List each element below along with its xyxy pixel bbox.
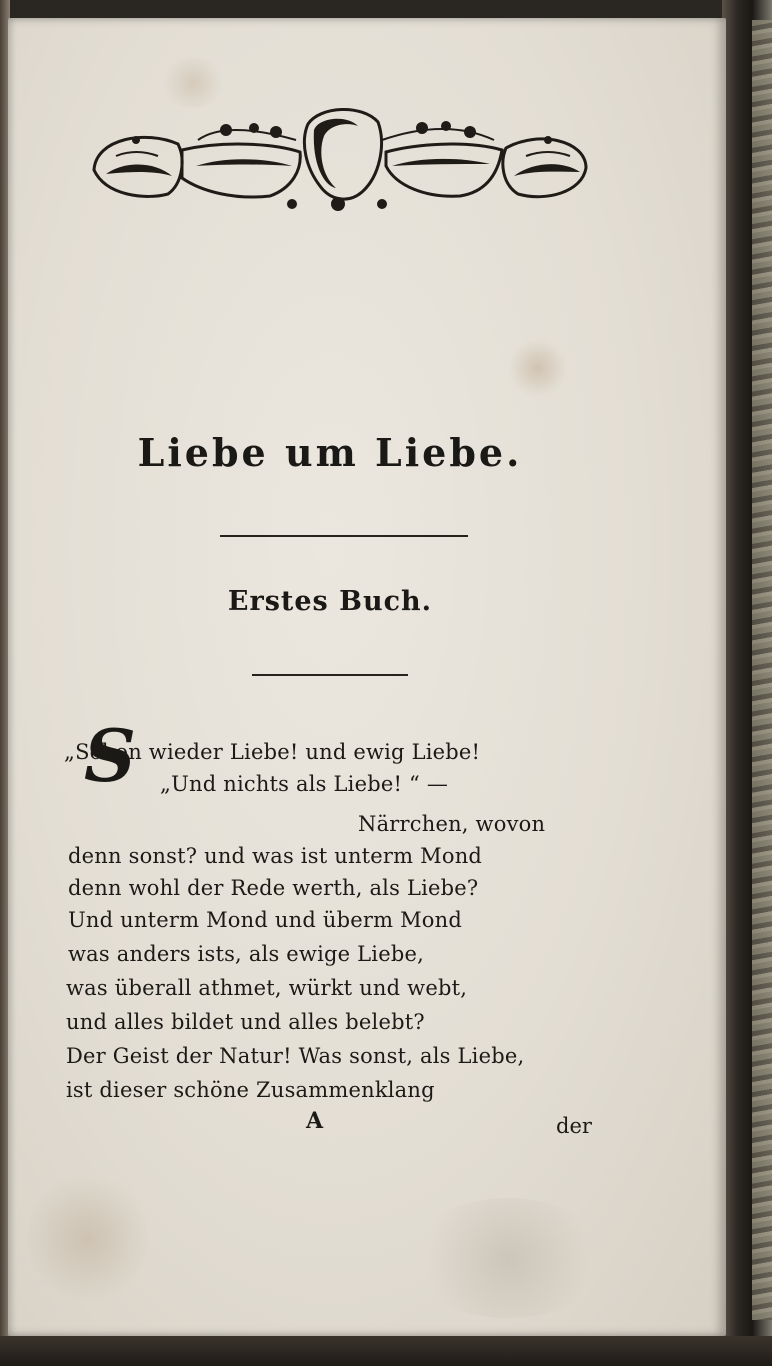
signature-mark: A (306, 1108, 324, 1134)
verse-line: „Schon wieder Liebe! und ewig Liebe! (64, 740, 481, 764)
foxing-stain (508, 338, 568, 398)
subtitle-rule (252, 674, 408, 676)
foxing-stain (408, 1198, 608, 1318)
verse-line: was überall athmet, würkt und webt, (66, 976, 468, 1000)
title-rule (220, 535, 468, 537)
verse-line: Der Geist der Natur! Was sonst, als Liebe, (66, 1044, 525, 1068)
verse-line: Und unterm Mond und überm Mond (68, 908, 462, 932)
decorated-initial: S (84, 713, 136, 798)
verse-line: und alles bildet und alles belebt? (66, 1010, 425, 1034)
book-subtitle: Erstes Buch. (227, 586, 433, 617)
verse-line: ist dieser schöne Zusammenklang (66, 1078, 435, 1102)
verse-line: denn wohl der Rede werth, als Liebe? (68, 876, 479, 900)
page-title: Liebe um Liebe. (137, 430, 523, 475)
verse-line: was anders ists, als ewige Liebe, (68, 942, 425, 966)
bottom-edge (0, 1336, 772, 1366)
verse-line: Närrchen, wovon (358, 812, 546, 836)
decorative-headpiece (86, 100, 592, 220)
verse-line: denn sonst? und was ist unterm Mond (68, 844, 483, 868)
catchword: der (556, 1114, 592, 1138)
verse-line: „Und nichts als Liebe! “ — (160, 772, 449, 796)
foxing-stain (28, 1168, 148, 1308)
binding-texture (752, 20, 772, 1320)
